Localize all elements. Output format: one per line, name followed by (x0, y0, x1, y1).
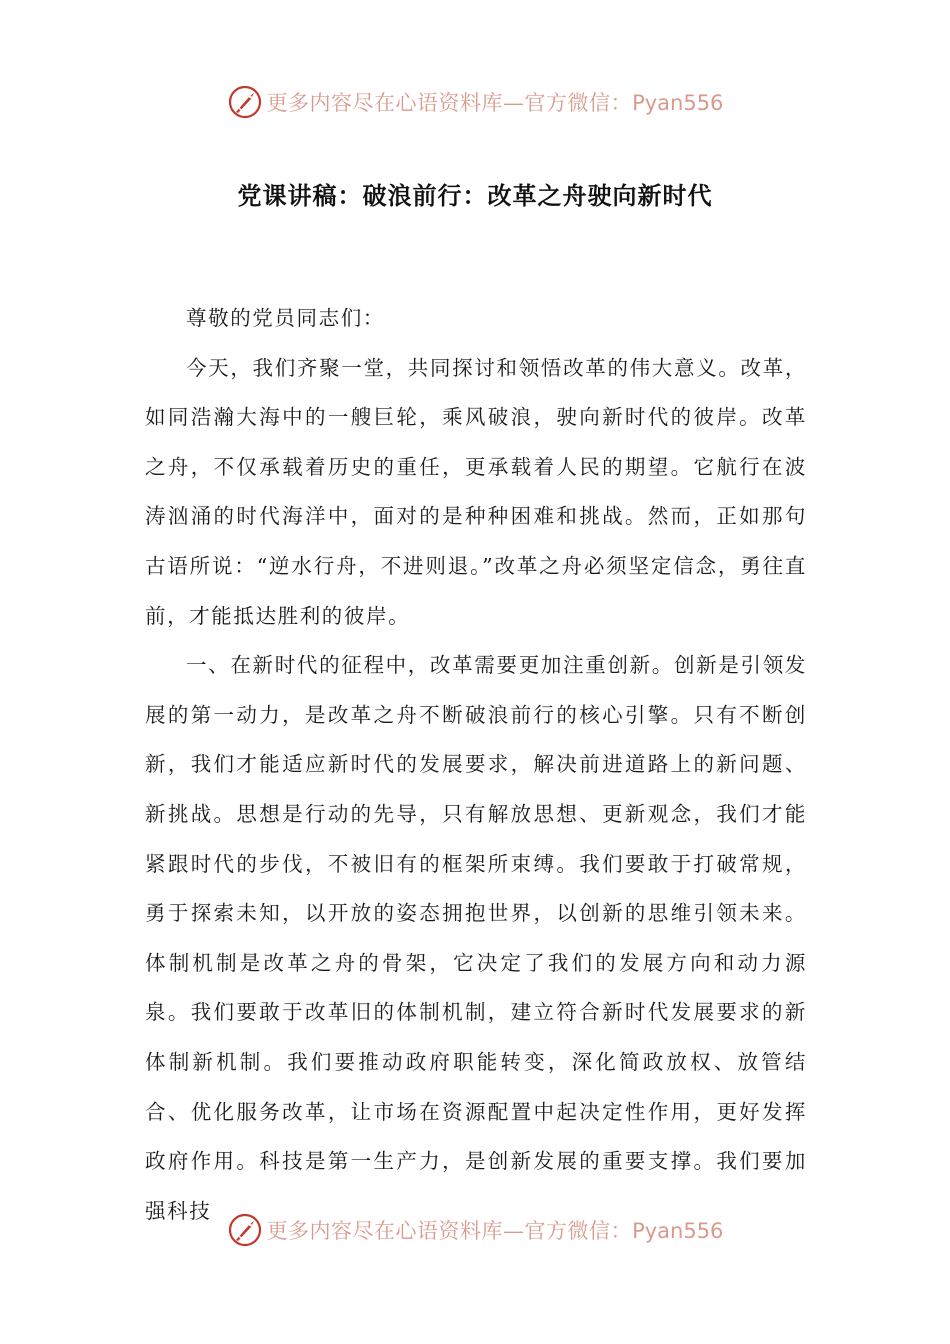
document-title: 党课讲稿：破浪前行：改革之舟驶向新时代 (237, 182, 713, 210)
footer-banner-text (267, 1215, 724, 1245)
pen-nib-logo-icon (227, 1212, 263, 1248)
pen-nib-logo-icon (227, 84, 263, 120)
body-paragraph: 一、在新时代的征程中，改革需要更加注重创新。创新是引领发展的第一动力，是改革之舟不断破浪前行的核心引擎。只有不断创新，我们才能适应新时代的发展要求，解决前进道路上的新问题、新挑战。思想是行动的先导，只有解放思想、更新观念，我们才能紧跟时代的步伐，不被旧有的框架所束缚。我们要敢于打破常规，勇于探索未知，以开放的姿态拥抱世界，以创新的思维引领未来。体制机制是改革之舟的骨架，它决定了我们的发展方向和动力源泉。我们要敢于改革旧的体制机制，建立符合新时代发展要求的新体制新机制。我们要推动政府职能转变，深化简政放权、放管结合、优化服务改革，让市场在资源配置中起决定性作用，更好发挥政府作用。科技是第一生产力，是创新发展的重要支撑。我们要加强科技 (145, 653, 807, 1223)
header-banner-text (267, 87, 724, 117)
document-body (145, 294, 807, 1236)
footer-site-text: 更多内容尽在心语资料库—官方微信： (266, 1219, 633, 1243)
salutation: 尊敬的党员同志们： (186, 306, 385, 330)
footer-wechat-id: Pyan556 (632, 1219, 724, 1243)
body-paragraph: 今天，我们齐聚一堂，共同探讨和领悟改革的伟大意义。改革，如同浩瀚大海中的一艘巨轮，乘风破浪，驶向新时代的彼岸。改革之舟，不仅承载着历史的重任，更承载着人民的期望。它航行在波涛汹涌的时代海洋中，面对的是种种困难和挑战。然而，正如那句古语所说：“逆水行舟，不进则退。”改革之舟必须坚定信念，勇往直前，才能抵达胜利的彼岸。 (145, 355, 807, 628)
header-site-text: 更多内容尽在心语资料库—官方微信： (266, 91, 633, 115)
footer-banner (0, 1210, 950, 1250)
header-wechat-id: Pyan556 (632, 91, 724, 115)
header-banner (0, 82, 950, 122)
